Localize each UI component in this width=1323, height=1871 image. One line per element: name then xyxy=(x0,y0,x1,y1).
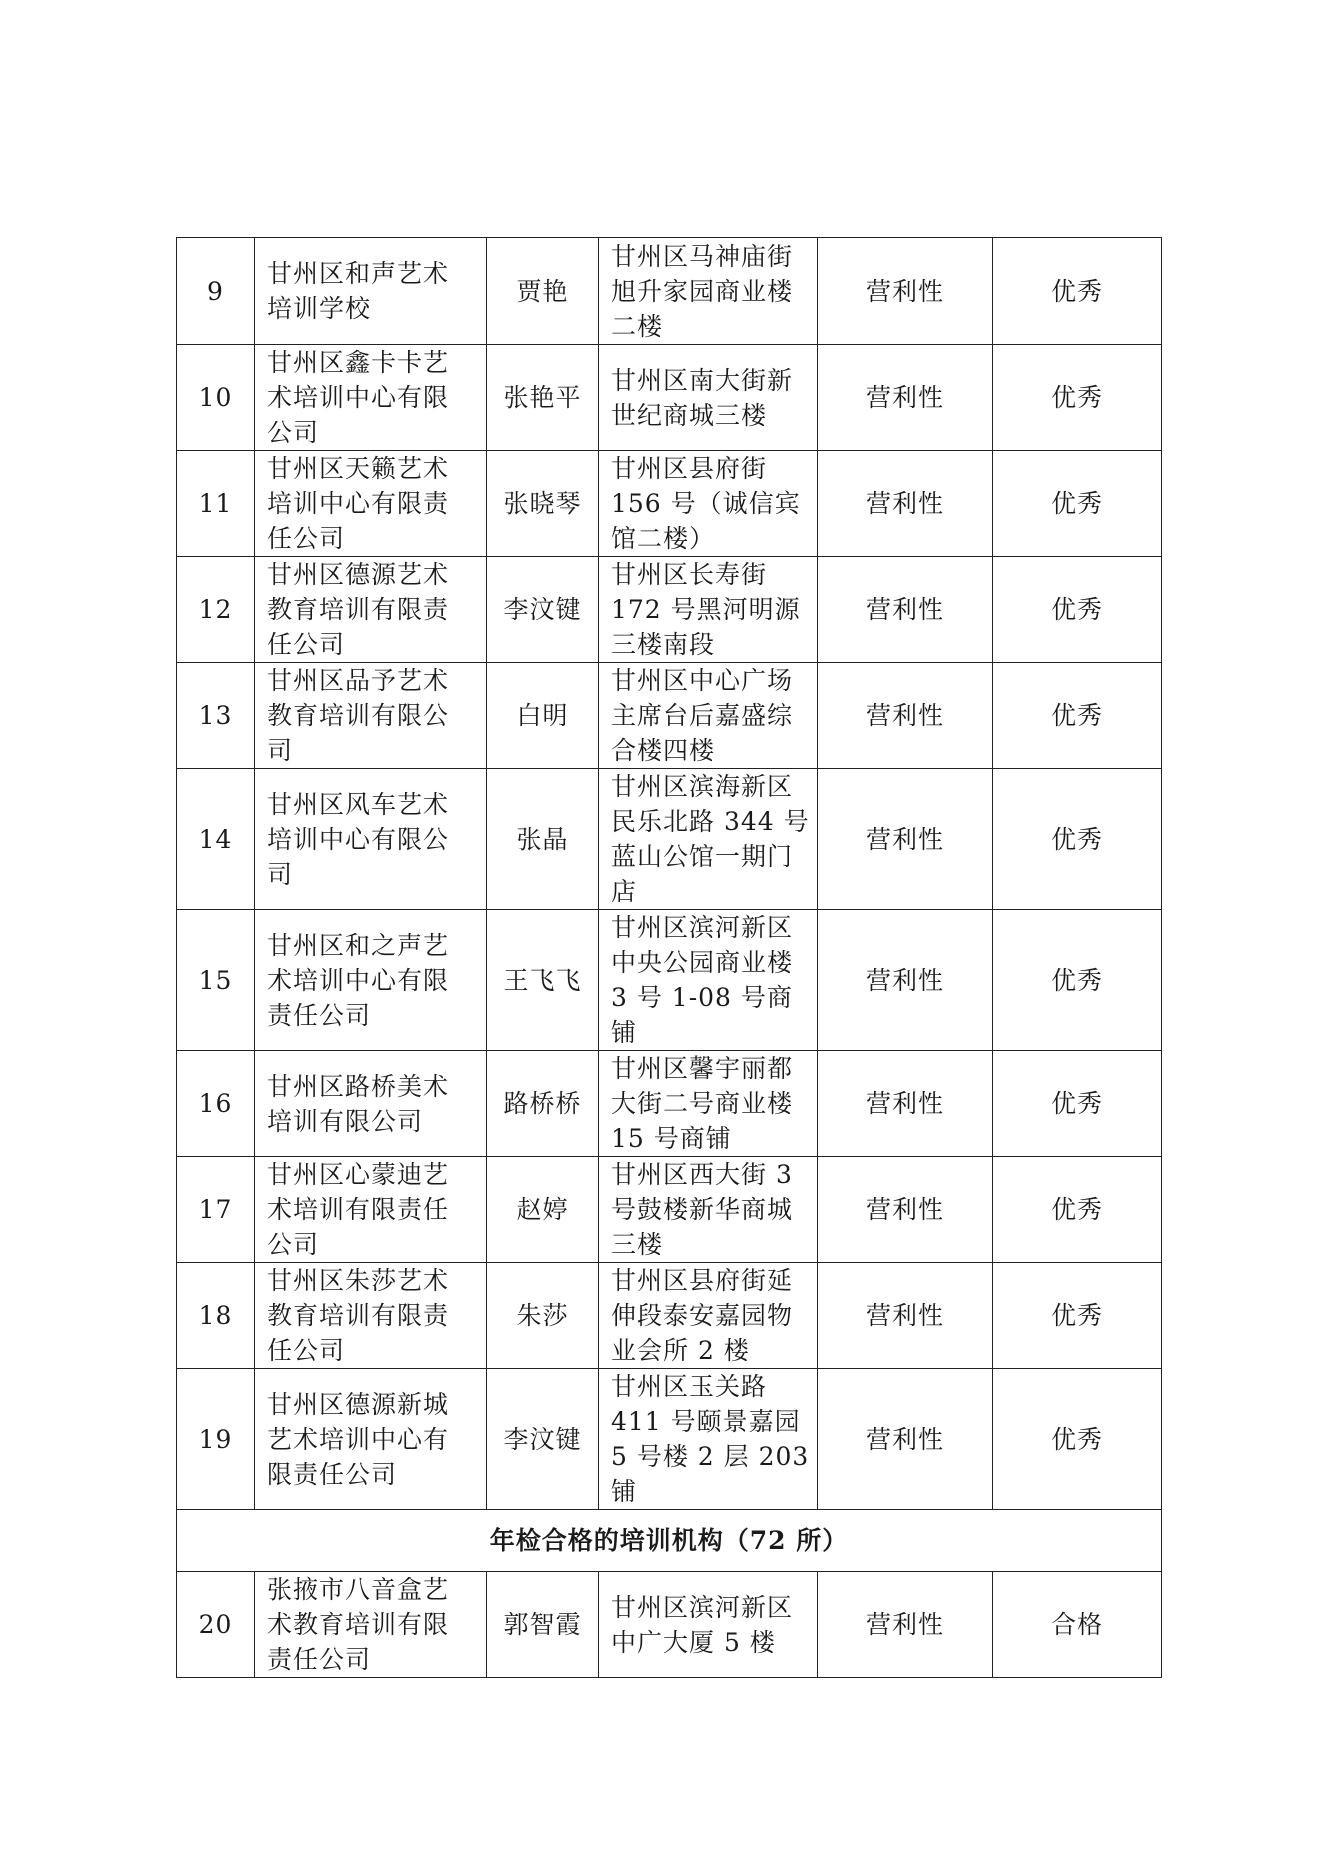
cell-institution-name xyxy=(255,1157,487,1263)
cell-nature-text: 营利性 xyxy=(865,276,944,306)
cell-result-text: 优秀 xyxy=(1050,489,1103,518)
table-row xyxy=(177,1572,1162,1678)
cell-legal-person-text: 李汶键 xyxy=(503,1424,582,1454)
table-row xyxy=(177,345,1162,451)
cell-result xyxy=(993,1369,1162,1510)
cell-legal-person xyxy=(487,1572,599,1678)
cell-number xyxy=(177,769,255,910)
cell-institution-name xyxy=(255,663,487,769)
cell-number xyxy=(177,238,255,345)
cell-number xyxy=(177,1157,255,1263)
cell-result-text: 优秀 xyxy=(1050,595,1103,624)
cell-institution-name xyxy=(255,1572,487,1678)
cell-legal-person-text: 张晓琴 xyxy=(503,489,582,518)
cell-number-text: 20 xyxy=(198,1610,233,1639)
table-row xyxy=(177,238,1162,345)
cell-legal-person-text: 王飞飞 xyxy=(503,965,582,995)
table-row xyxy=(177,910,1162,1051)
cell-address xyxy=(599,1369,818,1510)
cell-result-text: 优秀 xyxy=(1050,1424,1103,1454)
cell-number xyxy=(177,1051,255,1157)
cell-nature xyxy=(818,1369,993,1510)
cell-result xyxy=(993,663,1162,769)
cell-nature xyxy=(818,451,993,557)
cell-number-text: 16 xyxy=(198,1089,233,1118)
cell-institution-name xyxy=(255,345,487,451)
cell-result-text: 优秀 xyxy=(1050,276,1103,306)
cell-address xyxy=(599,769,818,910)
cell-result-text: 优秀 xyxy=(1050,824,1103,854)
cell-result-text: 合格 xyxy=(1050,1610,1103,1639)
cell-legal-person xyxy=(487,451,599,557)
cell-number xyxy=(177,910,255,1051)
cell-result-text: 优秀 xyxy=(1050,1195,1103,1224)
cell-institution-name xyxy=(255,769,487,910)
cell-institution-name-text: 甘州区朱莎艺术 教育培训有限责 任公司 xyxy=(267,1266,450,1365)
cell-result-text: 优秀 xyxy=(1050,1301,1103,1330)
cell-legal-person-text: 赵婷 xyxy=(516,1195,569,1224)
cell-result xyxy=(993,769,1162,910)
cell-address-text: 甘州区南大街新 世纪商城三楼 xyxy=(611,365,794,430)
cell-legal-person xyxy=(487,1051,599,1157)
cell-number-text: 11 xyxy=(198,489,233,518)
cell-number xyxy=(177,1572,255,1678)
cell-number-text: 17 xyxy=(198,1195,233,1224)
cell-number xyxy=(177,557,255,663)
cell-number-text: 14 xyxy=(198,824,233,854)
cell-nature-text: 营利性 xyxy=(865,701,944,730)
cell-nature-text: 营利性 xyxy=(865,1301,944,1330)
cell-result xyxy=(993,1572,1162,1678)
cell-nature xyxy=(818,769,993,910)
cell-legal-person xyxy=(487,345,599,451)
cell-nature-text: 营利性 xyxy=(865,383,944,412)
cell-institution-name-text: 甘州区品予艺术 教育培训有限公 司 xyxy=(267,666,450,765)
cell-number xyxy=(177,1263,255,1369)
cell-legal-person xyxy=(487,1157,599,1263)
cell-institution-name-text: 张掖市八音盒艺 术教育培训有限 责任公司 xyxy=(267,1575,450,1674)
cell-number xyxy=(177,451,255,557)
cell-address xyxy=(599,1572,818,1678)
section-header-row xyxy=(177,1510,1162,1572)
cell-legal-person-text: 郭智霞 xyxy=(503,1610,582,1639)
cell-legal-person xyxy=(487,1369,599,1510)
cell-nature xyxy=(818,557,993,663)
table-row xyxy=(177,557,1162,663)
cell-address xyxy=(599,345,818,451)
cell-number-text: 9 xyxy=(207,276,224,306)
table-row xyxy=(177,1263,1162,1369)
cell-result xyxy=(993,451,1162,557)
cell-nature-text: 营利性 xyxy=(865,965,944,995)
cell-legal-person xyxy=(487,238,599,345)
table-row xyxy=(177,1369,1162,1510)
cell-legal-person-text: 白明 xyxy=(516,701,569,730)
cell-nature-text: 营利性 xyxy=(865,595,944,624)
cell-address-text: 甘州区马神庙街 旭升家园商业楼 二楼 xyxy=(611,241,794,341)
cell-nature-text: 营利性 xyxy=(865,1195,944,1224)
cell-address xyxy=(599,1157,818,1263)
cell-number-text: 13 xyxy=(198,701,233,730)
cell-institution-name-text: 甘州区天籁艺术 培训中心有限责 任公司 xyxy=(267,454,450,553)
cell-institution-name xyxy=(255,238,487,345)
cell-address xyxy=(599,910,818,1051)
cell-address-text: 甘州区滨河新区 中央公园商业楼 3 号 1-08 号商铺 xyxy=(611,913,794,1047)
cell-nature-text: 营利性 xyxy=(865,1089,944,1118)
cell-address xyxy=(599,1263,818,1369)
cell-legal-person xyxy=(487,910,599,1051)
cell-address xyxy=(599,238,818,345)
cell-nature xyxy=(818,663,993,769)
cell-nature-text: 营利性 xyxy=(865,1424,944,1454)
cell-legal-person-text: 张晶 xyxy=(516,824,569,854)
cell-nature-text: 营利性 xyxy=(865,1610,944,1639)
cell-legal-person-text: 李汶键 xyxy=(503,595,582,624)
cell-result xyxy=(993,1051,1162,1157)
cell-institution-name xyxy=(255,1051,487,1157)
cell-result xyxy=(993,1263,1162,1369)
cell-result xyxy=(993,345,1162,451)
table-body xyxy=(177,238,1162,1678)
cell-nature-text: 营利性 xyxy=(865,489,944,518)
cell-legal-person xyxy=(487,557,599,663)
cell-number-text: 12 xyxy=(198,595,233,624)
cell-institution-name-text: 甘州区德源艺术 教育培训有限责 任公司 xyxy=(267,560,450,659)
cell-address-text: 甘州区县府街延 伸段泰安嘉园物 业会所 2 楼 xyxy=(611,1266,794,1365)
cell-result xyxy=(993,557,1162,663)
cell-number-text: 18 xyxy=(198,1301,233,1330)
cell-address-text: 甘州区滨海新区 民乐北路 344 号 蓝山公馆一期门 店 xyxy=(611,772,810,906)
table-row xyxy=(177,1051,1162,1157)
cell-address-text: 甘州区西大街 3 号鼓楼新华商城 三楼 xyxy=(611,1160,794,1259)
cell-nature xyxy=(818,1263,993,1369)
cell-nature xyxy=(818,1051,993,1157)
table-row xyxy=(177,1157,1162,1263)
cell-institution-name xyxy=(255,1369,487,1510)
cell-nature xyxy=(818,345,993,451)
cell-institution-name xyxy=(255,557,487,663)
cell-number-text: 19 xyxy=(198,1424,233,1454)
cell-address xyxy=(599,557,818,663)
cell-institution-name xyxy=(255,910,487,1051)
cell-nature xyxy=(818,910,993,1051)
cell-nature xyxy=(818,238,993,345)
cell-institution-name-text: 甘州区风车艺术 培训中心有限公 司 xyxy=(267,789,450,889)
cell-address xyxy=(599,451,818,557)
cell-address-text: 甘州区长寿街 172 号黑河明源 三楼南段 xyxy=(611,560,801,659)
cell-address-text: 甘州区中心广场 主席台后嘉盛综 合楼四楼 xyxy=(611,666,794,765)
cell-institution-name-text: 甘州区路桥美术 培训有限公司 xyxy=(267,1071,450,1136)
cell-address xyxy=(599,663,818,769)
cell-institution-name xyxy=(255,451,487,557)
cell-address-text: 甘州区馨宇丽都 大街二号商业楼 15 号商铺 xyxy=(611,1054,794,1153)
cell-legal-person-text: 路桥桥 xyxy=(503,1089,582,1118)
cell-legal-person xyxy=(487,1263,599,1369)
cell-number-text: 10 xyxy=(198,383,233,412)
table-row xyxy=(177,451,1162,557)
cell-address-text: 甘州区玉关路 411 号颐景嘉园 5 号楼 2 层 203 铺 xyxy=(611,1372,810,1506)
cell-address-text: 甘州区滨河新区 中广大厦 5 楼 xyxy=(611,1592,794,1657)
cell-number xyxy=(177,663,255,769)
cell-nature-text: 营利性 xyxy=(865,824,944,854)
table-row xyxy=(177,663,1162,769)
cell-result-text: 优秀 xyxy=(1050,701,1103,730)
cell-legal-person xyxy=(487,663,599,769)
cell-result xyxy=(993,1157,1162,1263)
cell-institution-name xyxy=(255,1263,487,1369)
institution-table xyxy=(176,237,1162,1678)
cell-result-text: 优秀 xyxy=(1050,383,1103,412)
cell-result-text: 优秀 xyxy=(1050,965,1103,995)
cell-institution-name-text: 甘州区德源新城 艺术培训中心有 限责任公司 xyxy=(267,1389,450,1489)
cell-number-text: 15 xyxy=(198,965,233,995)
cell-institution-name-text: 甘州区和声艺术 培训学校 xyxy=(267,259,450,323)
cell-result xyxy=(993,238,1162,345)
cell-institution-name-text: 甘州区和之声艺 术培训中心有限 责任公司 xyxy=(267,930,450,1030)
cell-institution-name-text: 甘州区鑫卡卡艺 术培训中心有限 公司 xyxy=(267,348,450,447)
cell-legal-person xyxy=(487,769,599,910)
table-row xyxy=(177,769,1162,910)
cell-address xyxy=(599,1051,818,1157)
cell-nature xyxy=(818,1157,993,1263)
cell-address-text: 甘州区县府街 156 号（诚信宾 馆二楼） xyxy=(611,454,801,553)
cell-number xyxy=(177,345,255,451)
cell-institution-name-text: 甘州区心蒙迪艺 术培训有限责任 公司 xyxy=(267,1160,450,1259)
cell-legal-person-text: 张艳平 xyxy=(503,383,582,412)
cell-nature xyxy=(818,1572,993,1678)
cell-number xyxy=(177,1369,255,1510)
section-title: 年检合格的培训机构（72 所） xyxy=(177,1510,1162,1572)
cell-result-text: 优秀 xyxy=(1050,1089,1103,1118)
cell-result xyxy=(993,910,1162,1051)
cell-legal-person-text: 贾艳 xyxy=(516,276,569,306)
cell-legal-person-text: 朱莎 xyxy=(516,1301,569,1330)
